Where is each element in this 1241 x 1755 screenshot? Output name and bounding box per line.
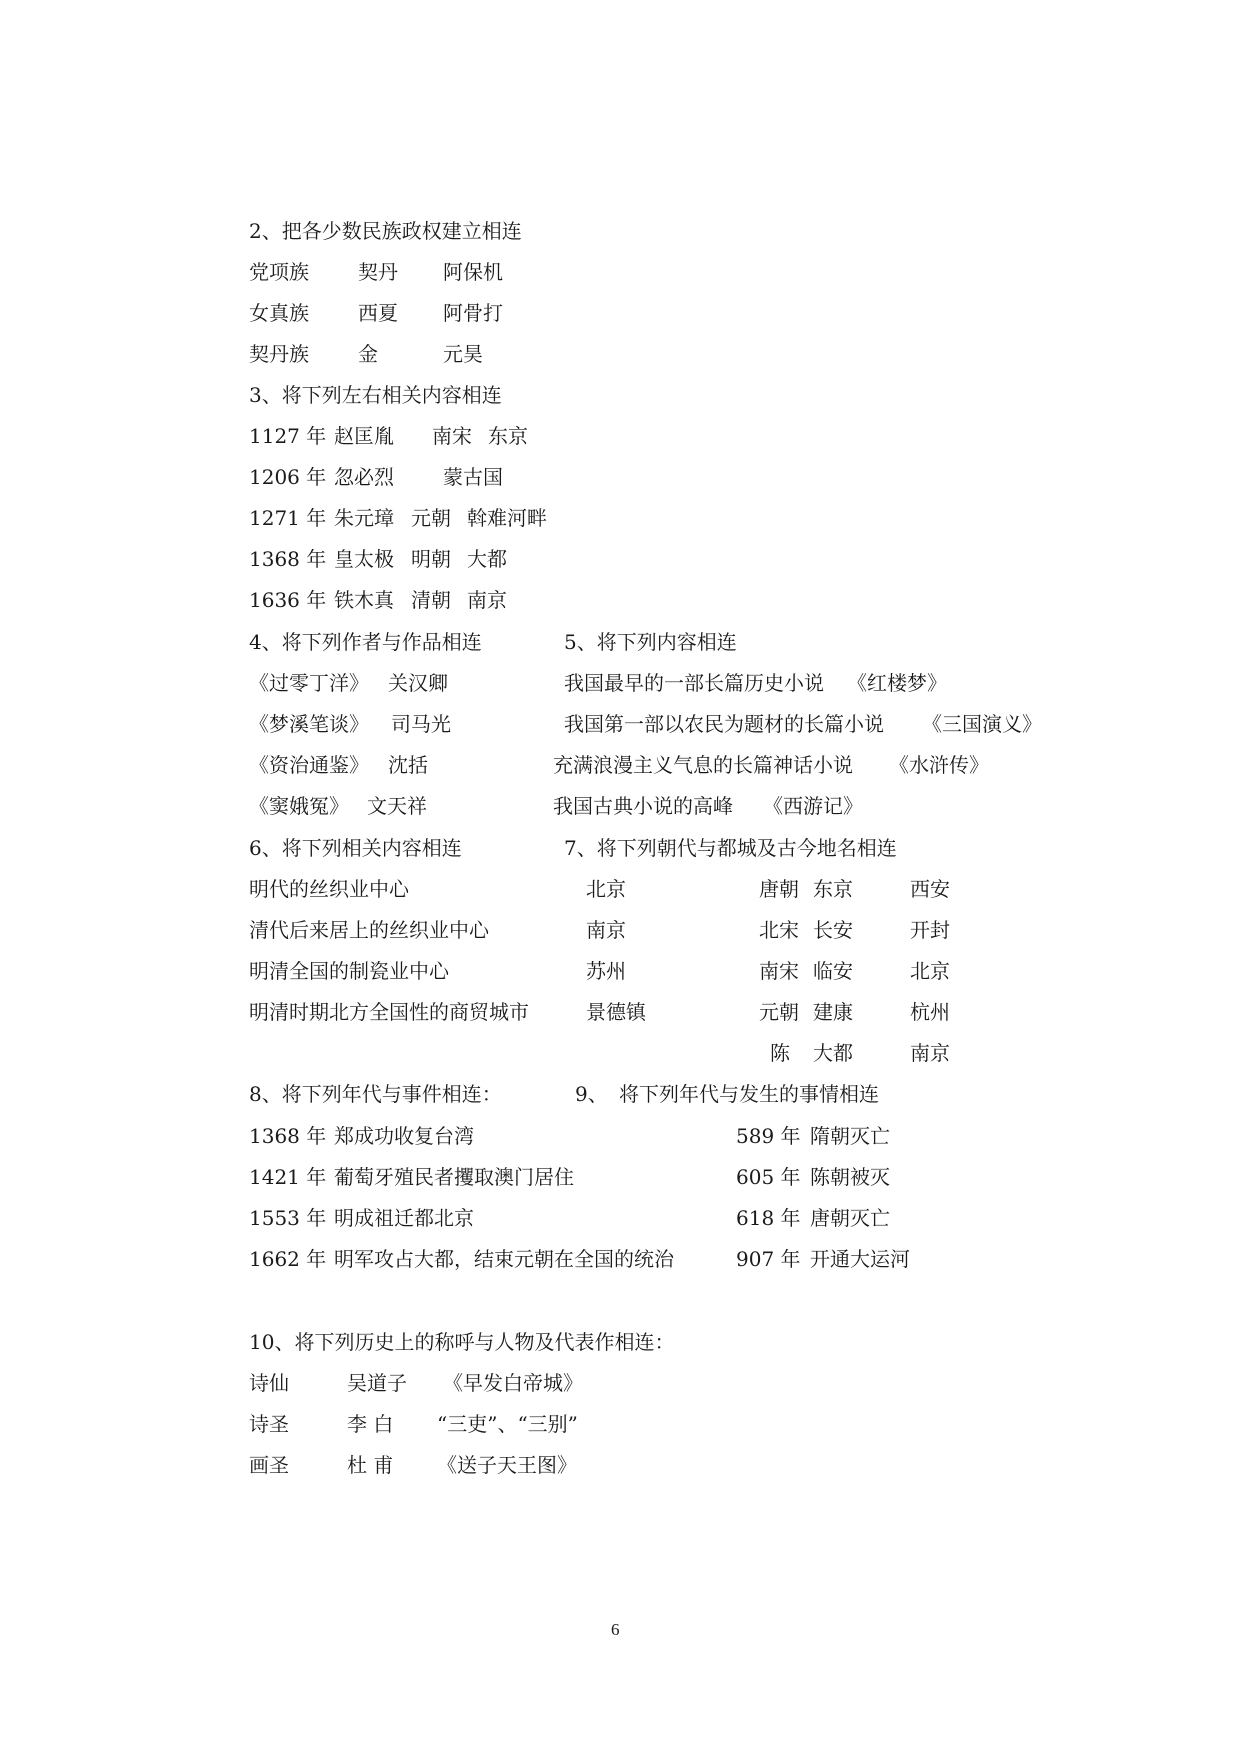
q4-r1-author: 关汉卿 xyxy=(388,671,448,695)
q7-r5-capital: 大都 xyxy=(813,1041,853,1065)
q10-r3-work: 《送子天王图》 xyxy=(437,1453,577,1477)
q7-r2-modern: 开封 xyxy=(910,918,950,942)
q2-r1-founder: 阿保机 xyxy=(443,260,503,284)
q6-heading: 6、将下列相关内容相连 xyxy=(249,836,462,860)
q5-r3-book: 《水浒传》 xyxy=(889,753,989,777)
q3-r2-person: 忽必烈 xyxy=(334,465,394,489)
q4-heading: 4、将下列作者与作品相连 xyxy=(249,630,482,654)
q10-r2-title: 诗圣 xyxy=(249,1412,289,1436)
q2-r2-ethnic: 女真族 xyxy=(249,301,309,325)
q2-r3-ethnic: 契丹族 xyxy=(249,342,309,366)
q7-r4-capital: 建康 xyxy=(813,1000,853,1024)
q7-r2-capital: 长安 xyxy=(813,918,853,942)
q4-r3-work: 《资治通鉴》 xyxy=(249,753,369,777)
q5-r2-desc: 我国第一部以农民为题材的长篇小说 xyxy=(564,712,884,736)
q2-r2-founder: 阿骨打 xyxy=(443,301,503,325)
q9-r4-event: 开通大运河 xyxy=(810,1247,910,1271)
q9-r4-year: 907 年 xyxy=(736,1247,801,1271)
q4-r2-work: 《梦溪笔谈》 xyxy=(249,712,369,736)
q7-r1-modern: 西安 xyxy=(910,877,950,901)
q4-r4-author: 文天祥 xyxy=(367,794,427,818)
q10-r1-title: 诗仙 xyxy=(249,1371,289,1395)
q3-r2-dynasty: 蒙古国 xyxy=(443,465,503,489)
q7-r1-capital: 东京 xyxy=(813,877,853,901)
q2-r2-state: 西夏 xyxy=(358,301,398,325)
q7-r4-dynasty: 元朝 xyxy=(759,1000,799,1024)
q10-r2-work: “三吏”、“三别” xyxy=(437,1412,578,1436)
q6-r4-desc: 明清时期北方全国性的商贸城市 xyxy=(249,1000,529,1024)
q4-r2-author: 司马光 xyxy=(391,712,451,736)
q9-r2-event: 陈朝被灭 xyxy=(810,1165,890,1189)
q5-r3-desc: 充满浪漫主义气息的长篇神话小说 xyxy=(553,753,853,777)
q2-r1-ethnic: 党项族 xyxy=(249,260,309,284)
q9-heading: 将下列年代与发生的事情相连 xyxy=(619,1082,879,1106)
q4-r4-work: 《窦娥冤》 xyxy=(249,794,349,818)
q8-r4-event: 明军攻占大都，结束元朝在全国的统治 xyxy=(334,1247,674,1271)
q6-r2-city: 南京 xyxy=(586,918,626,942)
q10-r2-person: 李 白 xyxy=(347,1412,394,1436)
q5-r4-desc: 我国古典小说的高峰 xyxy=(553,794,733,818)
q3-r3-year: 1271 年 xyxy=(249,506,327,530)
q8-r3-event: 明成祖迁都北京 xyxy=(334,1206,474,1230)
q3-r5-dynasty: 清朝 xyxy=(411,588,451,612)
q10-r3-person: 杜 甫 xyxy=(347,1453,394,1477)
q7-r3-capital: 临安 xyxy=(813,959,853,983)
q8-r1-event: 郑成功收复台湾 xyxy=(334,1124,474,1148)
q9-heading-number: 9、 xyxy=(575,1082,608,1106)
q3-r1-place: 东京 xyxy=(488,424,528,448)
q9-r2-year: 605 年 xyxy=(736,1165,801,1189)
q7-r3-modern: 北京 xyxy=(910,959,950,983)
q3-r3-place: 斡难河畔 xyxy=(467,506,547,530)
q10-heading: 10、将下列历史上的称呼与人物及代表作相连： xyxy=(249,1330,675,1354)
q7-r3-dynasty: 南宋 xyxy=(759,959,799,983)
q10-r3-title: 画圣 xyxy=(249,1453,289,1477)
q3-r1-year: 1127 年 xyxy=(249,424,327,448)
q5-r4-book: 《西游记》 xyxy=(763,794,863,818)
q6-r1-desc: 明代的丝织业中心 xyxy=(249,877,409,901)
q6-r3-city: 苏州 xyxy=(586,959,626,983)
q9-r1-year: 589 年 xyxy=(736,1124,801,1148)
q6-r4-city: 景德镇 xyxy=(586,1000,646,1024)
q10-r1-work: 《早发白帝城》 xyxy=(443,1371,583,1395)
q9-r3-event: 唐朝灭亡 xyxy=(810,1206,890,1230)
q5-r2-book: 《三国演义》 xyxy=(922,712,1042,736)
q3-r4-dynasty: 明朝 xyxy=(411,547,451,571)
q10-r1-person: 吴道子 xyxy=(347,1371,407,1395)
q8-r1-year: 1368 年 xyxy=(249,1124,327,1148)
q7-r5-modern: 南京 xyxy=(910,1041,950,1065)
q8-r2-event: 葡萄牙殖民者攫取澳门居住 xyxy=(334,1165,574,1189)
page-number: 6 xyxy=(611,1620,620,1639)
q3-r5-year: 1636 年 xyxy=(249,588,327,612)
q3-r3-dynasty: 元朝 xyxy=(411,506,451,530)
q3-r4-person: 皇太极 xyxy=(334,547,394,571)
q2-r3-founder: 元昊 xyxy=(443,342,483,366)
q5-r1-desc: 我国最早的一部长篇历史小说 xyxy=(564,671,824,695)
q7-r1-dynasty: 唐朝 xyxy=(759,877,799,901)
q9-r1-event: 隋朝灭亡 xyxy=(810,1124,890,1148)
q9-r3-year: 618 年 xyxy=(736,1206,801,1230)
q3-r1-person: 赵匡胤 xyxy=(334,424,394,448)
q3-r1-dynasty: 南宋 xyxy=(432,424,472,448)
q3-r5-place: 南京 xyxy=(467,588,507,612)
q2-heading: 2、把各少数民族政权建立相连 xyxy=(249,219,522,243)
q4-r3-author: 沈括 xyxy=(388,753,428,777)
q6-r3-desc: 明清全国的制瓷业中心 xyxy=(249,959,449,983)
q5-heading: 5、将下列内容相连 xyxy=(564,630,737,654)
q7-r4-modern: 杭州 xyxy=(910,1000,950,1024)
q3-r2-year: 1206 年 xyxy=(249,465,327,489)
q6-r2-desc: 清代后来居上的丝织业中心 xyxy=(249,918,489,942)
q3-heading: 3、将下列左右相关内容相连 xyxy=(249,383,502,407)
q8-r2-year: 1421 年 xyxy=(249,1165,327,1189)
q8-heading: 8、将下列年代与事件相连： xyxy=(249,1082,502,1106)
q3-r3-person: 朱元璋 xyxy=(334,506,394,530)
q7-heading: 7、将下列朝代与都城及古今地名相连 xyxy=(564,836,897,860)
q7-r5-dynasty: 陈 xyxy=(770,1041,790,1065)
q5-r1-book: 《红楼梦》 xyxy=(847,671,947,695)
q3-r4-year: 1368 年 xyxy=(249,547,327,571)
q2-r3-state: 金 xyxy=(358,342,378,366)
q8-r3-year: 1553 年 xyxy=(249,1206,327,1230)
q3-r4-place: 大都 xyxy=(467,547,507,571)
q2-r1-state: 契丹 xyxy=(358,260,398,284)
q3-r5-person: 铁木真 xyxy=(334,588,394,612)
q8-r4-year: 1662 年 xyxy=(249,1247,327,1271)
q7-r2-dynasty: 北宋 xyxy=(759,918,799,942)
q4-r1-work: 《过零丁洋》 xyxy=(249,671,369,695)
q6-r1-city: 北京 xyxy=(586,877,626,901)
